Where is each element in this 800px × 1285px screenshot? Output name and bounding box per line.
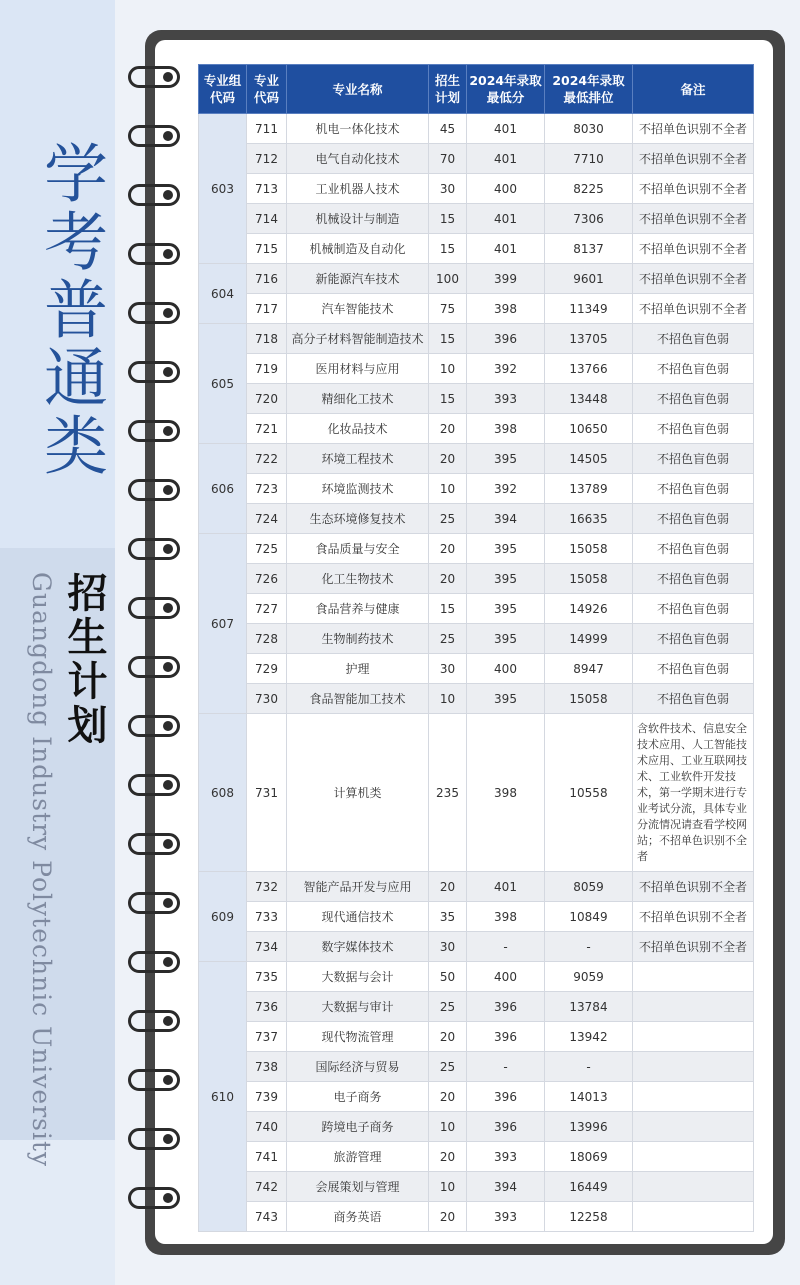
min-rank-cell: 10849: [545, 902, 633, 932]
table-header-row: [199, 65, 754, 114]
major-code-cell: 711: [247, 114, 287, 144]
table-row: [199, 174, 754, 204]
plan-cell: 30: [429, 174, 467, 204]
min-score-cell: 394: [467, 1172, 545, 1202]
min-score-cell: 393: [467, 1202, 545, 1232]
note-cell: [633, 1052, 754, 1082]
table-body: [199, 114, 754, 1232]
binding-ring: [128, 302, 180, 324]
table-row: [199, 932, 754, 962]
min-score-cell: 398: [467, 414, 545, 444]
group-code-cell: 608: [199, 714, 247, 872]
table-row: [199, 144, 754, 174]
min-score-cell: 396: [467, 324, 545, 354]
group-code-cell: 607: [199, 534, 247, 714]
min-rank-cell: 15058: [545, 534, 633, 564]
min-rank-cell: 13996: [545, 1112, 633, 1142]
binding-ring: [128, 479, 180, 501]
min-score-cell: 401: [467, 872, 545, 902]
table-row: [199, 962, 754, 992]
min-rank-cell: 10650: [545, 414, 633, 444]
min-score-cell: -: [467, 1052, 545, 1082]
binding-ring: [128, 1010, 180, 1032]
min-rank-cell: 15058: [545, 564, 633, 594]
min-score-cell: 401: [467, 234, 545, 264]
major-code-cell: 716: [247, 264, 287, 294]
min-score-cell: 399: [467, 264, 545, 294]
note-cell: 不招色盲色弱: [633, 654, 754, 684]
table-row: [199, 204, 754, 234]
major-code-cell: 717: [247, 294, 287, 324]
min-rank-cell: -: [545, 932, 633, 962]
min-rank-cell: 15058: [545, 684, 633, 714]
major-name-cell: 大数据与审计: [287, 992, 429, 1022]
plan-cell: 20: [429, 564, 467, 594]
note-cell: 不招色盲色弱: [633, 324, 754, 354]
min-rank-cell: -: [545, 1052, 633, 1082]
min-score-cell: 392: [467, 354, 545, 384]
note-cell: [633, 1112, 754, 1142]
note-cell: 不招色盲色弱: [633, 624, 754, 654]
plan-cell: 10: [429, 684, 467, 714]
plan-cell: 20: [429, 1142, 467, 1172]
major-code-cell: 743: [247, 1202, 287, 1232]
binding-ring: [128, 774, 180, 796]
major-code-cell: 713: [247, 174, 287, 204]
min-rank-cell: 7710: [545, 144, 633, 174]
major-name-cell: 工业机器人技术: [287, 174, 429, 204]
table-row: [199, 114, 754, 144]
min-rank-cell: 11349: [545, 294, 633, 324]
note-cell: 不招单色识别不全者: [633, 144, 754, 174]
note-cell: 不招单色识别不全者: [633, 234, 754, 264]
major-name-cell: 机械设计与制造: [287, 204, 429, 234]
note-cell: [633, 1082, 754, 1112]
note-cell: 不招色盲色弱: [633, 354, 754, 384]
major-code-cell: 734: [247, 932, 287, 962]
note-cell: 不招色盲色弱: [633, 504, 754, 534]
min-score-cell: 393: [467, 384, 545, 414]
group-code-cell: 603: [199, 114, 247, 264]
min-rank-cell: 16635: [545, 504, 633, 534]
min-rank-cell: 9059: [545, 962, 633, 992]
plan-cell: 20: [429, 414, 467, 444]
binding-ring: [128, 656, 180, 678]
plan-cell: 30: [429, 932, 467, 962]
table-row: [199, 234, 754, 264]
major-name-cell: 生物制药技术: [287, 624, 429, 654]
major-name-cell: 汽车智能技术: [287, 294, 429, 324]
min-score-cell: 401: [467, 114, 545, 144]
plan-cell: 235: [429, 714, 467, 872]
plan-cell: 50: [429, 962, 467, 992]
table-row: [199, 504, 754, 534]
major-name-cell: 数字媒体技术: [287, 932, 429, 962]
major-code-cell: 715: [247, 234, 287, 264]
major-code-cell: 730: [247, 684, 287, 714]
plan-cell: 25: [429, 504, 467, 534]
major-code-cell: 712: [247, 144, 287, 174]
min-score-cell: 396: [467, 1112, 545, 1142]
note-cell: 不招单色识别不全者: [633, 294, 754, 324]
plan-cell: 25: [429, 992, 467, 1022]
min-score-cell: 395: [467, 564, 545, 594]
binding-ring: [128, 951, 180, 973]
major-code-cell: 732: [247, 872, 287, 902]
min-score-cell: 396: [467, 992, 545, 1022]
major-name-cell: 商务英语: [287, 1202, 429, 1232]
note-cell: [633, 992, 754, 1022]
major-code-cell: 741: [247, 1142, 287, 1172]
note-cell: 不招单色识别不全者: [633, 114, 754, 144]
major-code-cell: 721: [247, 414, 287, 444]
note-cell: 不招单色识别不全者: [633, 872, 754, 902]
min-rank-cell: 18069: [545, 1142, 633, 1172]
binding-ring: [128, 1128, 180, 1150]
note-cell: 不招色盲色弱: [633, 564, 754, 594]
min-rank-cell: 14013: [545, 1082, 633, 1112]
table-row: [199, 294, 754, 324]
plan-cell: 25: [429, 624, 467, 654]
plan-cell: 35: [429, 902, 467, 932]
table-row: [199, 714, 754, 872]
major-code-cell: 725: [247, 534, 287, 564]
plan-cell: 10: [429, 1172, 467, 1202]
header-min-rank: 2024年录取最低排位: [545, 65, 633, 114]
note-cell: 不招色盲色弱: [633, 384, 754, 414]
table-row: [199, 384, 754, 414]
binding-ring: [128, 420, 180, 442]
major-name-cell: 新能源汽车技术: [287, 264, 429, 294]
min-rank-cell: 14999: [545, 624, 633, 654]
major-name-cell: 跨境电子商务: [287, 1112, 429, 1142]
binding-ring: [128, 538, 180, 560]
plan-cell: 20: [429, 1202, 467, 1232]
major-code-cell: 738: [247, 1052, 287, 1082]
table-row: [199, 1202, 754, 1232]
major-name-cell: 电子商务: [287, 1082, 429, 1112]
note-cell: [633, 1022, 754, 1052]
header-min-score: 2024年录取最低分: [467, 65, 545, 114]
min-rank-cell: 8059: [545, 872, 633, 902]
major-code-cell: 729: [247, 654, 287, 684]
min-score-cell: 395: [467, 444, 545, 474]
plan-cell: 10: [429, 1112, 467, 1142]
major-name-cell: 护理: [287, 654, 429, 684]
major-code-cell: 736: [247, 992, 287, 1022]
min-rank-cell: 13784: [545, 992, 633, 1022]
binding-ring: [128, 125, 180, 147]
major-code-cell: 733: [247, 902, 287, 932]
min-rank-cell: 14926: [545, 594, 633, 624]
min-rank-cell: 8030: [545, 114, 633, 144]
min-score-cell: 396: [467, 1082, 545, 1112]
binding-ring: [128, 892, 180, 914]
binding-ring: [128, 1187, 180, 1209]
table-row: [199, 414, 754, 444]
min-rank-cell: 13705: [545, 324, 633, 354]
header-group-code: 专业组代码: [199, 65, 247, 114]
table-row: [199, 564, 754, 594]
plan-cell: 15: [429, 234, 467, 264]
plan-cell: 20: [429, 872, 467, 902]
table-row: [199, 902, 754, 932]
table-row: [199, 534, 754, 564]
note-cell: 含软件技术、信息安全技术应用、人工智能技术应用、工业互联网技术、工业软件开发技术，第一学期末进行专业考试分流，具体专业分流情况请查看学校网站；不招单色识别不全者: [633, 714, 754, 872]
plan-cell: 20: [429, 444, 467, 474]
group-code-cell: 606: [199, 444, 247, 534]
min-score-cell: 398: [467, 714, 545, 872]
note-cell: 不招色盲色弱: [633, 534, 754, 564]
min-rank-cell: 13448: [545, 384, 633, 414]
major-code-cell: 724: [247, 504, 287, 534]
plan-cell: 75: [429, 294, 467, 324]
note-cell: [633, 1202, 754, 1232]
min-rank-cell: 7306: [545, 204, 633, 234]
major-code-cell: 718: [247, 324, 287, 354]
major-code-cell: 723: [247, 474, 287, 504]
vertical-title: 学考普通类: [33, 140, 107, 480]
major-name-cell: 现代通信技术: [287, 902, 429, 932]
min-score-cell: 395: [467, 594, 545, 624]
note-cell: 不招单色识别不全者: [633, 174, 754, 204]
header-plan: 招生计划: [429, 65, 467, 114]
major-name-cell: 高分子材料智能制造技术: [287, 324, 429, 354]
header-major-name: 专业名称: [287, 65, 429, 114]
note-cell: 不招色盲色弱: [633, 414, 754, 444]
note-cell: [633, 1172, 754, 1202]
major-name-cell: 环境工程技术: [287, 444, 429, 474]
group-code-cell: 610: [199, 962, 247, 1232]
min-score-cell: 400: [467, 654, 545, 684]
min-score-cell: 392: [467, 474, 545, 504]
major-name-cell: 机电一体化技术: [287, 114, 429, 144]
major-code-cell: 742: [247, 1172, 287, 1202]
university-english-name: Guangdong Industry Polytechnic University: [27, 572, 56, 1168]
plan-cell: 100: [429, 264, 467, 294]
major-name-cell: 机械制造及自动化: [287, 234, 429, 264]
major-name-cell: 化工生物技术: [287, 564, 429, 594]
plan-cell: 10: [429, 354, 467, 384]
plan-cell: 30: [429, 654, 467, 684]
plan-cell: 15: [429, 204, 467, 234]
min-score-cell: 401: [467, 144, 545, 174]
binding-ring: [128, 1069, 180, 1091]
table-row: [199, 444, 754, 474]
major-name-cell: 医用材料与应用: [287, 354, 429, 384]
table-row: [199, 1052, 754, 1082]
major-name-cell: 食品智能加工技术: [287, 684, 429, 714]
min-rank-cell: 9601: [545, 264, 633, 294]
group-code-cell: 609: [199, 872, 247, 962]
note-cell: 不招色盲色弱: [633, 474, 754, 504]
note-cell: 不招单色识别不全者: [633, 264, 754, 294]
table-row: [199, 324, 754, 354]
major-name-cell: 国际经济与贸易: [287, 1052, 429, 1082]
major-code-cell: 719: [247, 354, 287, 384]
min-score-cell: 395: [467, 534, 545, 564]
min-score-cell: 395: [467, 624, 545, 654]
min-rank-cell: 8225: [545, 174, 633, 204]
major-code-cell: 722: [247, 444, 287, 474]
note-cell: 不招色盲色弱: [633, 594, 754, 624]
table-row: [199, 1172, 754, 1202]
major-code-cell: 735: [247, 962, 287, 992]
table-row: [199, 354, 754, 384]
note-cell: [633, 1142, 754, 1172]
note-cell: 不招单色识别不全者: [633, 902, 754, 932]
table-row: [199, 1142, 754, 1172]
note-cell: 不招色盲色弱: [633, 684, 754, 714]
min-score-cell: 400: [467, 174, 545, 204]
note-cell: 不招色盲色弱: [633, 444, 754, 474]
major-name-cell: 食品质量与安全: [287, 534, 429, 564]
group-code-cell: 605: [199, 324, 247, 444]
binding-ring: [128, 361, 180, 383]
binding-ring: [128, 833, 180, 855]
major-name-cell: 计算机类: [287, 714, 429, 872]
note-cell: 不招单色识别不全者: [633, 932, 754, 962]
min-score-cell: 395: [467, 684, 545, 714]
table-row: [199, 474, 754, 504]
binding-ring: [128, 243, 180, 265]
header-major-code: 专业代码: [247, 65, 287, 114]
table-row: [199, 872, 754, 902]
min-score-cell: 393: [467, 1142, 545, 1172]
plan-cell: 20: [429, 1082, 467, 1112]
major-name-cell: 环境监测技术: [287, 474, 429, 504]
min-score-cell: 398: [467, 902, 545, 932]
plan-cell: 45: [429, 114, 467, 144]
min-score-cell: 396: [467, 1022, 545, 1052]
min-score-cell: 401: [467, 204, 545, 234]
min-rank-cell: 8137: [545, 234, 633, 264]
binding-ring: [128, 184, 180, 206]
major-name-cell: 现代物流管理: [287, 1022, 429, 1052]
major-name-cell: 化妆品技术: [287, 414, 429, 444]
table-row: [199, 1112, 754, 1142]
min-score-cell: 400: [467, 962, 545, 992]
note-cell: [633, 962, 754, 992]
table-row: [199, 1022, 754, 1052]
plan-cell: 20: [429, 534, 467, 564]
major-name-cell: 生态环境修复技术: [287, 504, 429, 534]
plan-cell: 10: [429, 474, 467, 504]
binding-ring: [128, 715, 180, 737]
binding-ring: [128, 66, 180, 88]
group-code-cell: 604: [199, 264, 247, 324]
table-row: [199, 654, 754, 684]
min-rank-cell: 8947: [545, 654, 633, 684]
table-row: [199, 684, 754, 714]
major-code-cell: 731: [247, 714, 287, 872]
major-code-cell: 720: [247, 384, 287, 414]
plan-cell: 20: [429, 1022, 467, 1052]
vertical-subtitle: 招生计划: [61, 572, 108, 748]
major-code-cell: 727: [247, 594, 287, 624]
plan-cell: 25: [429, 1052, 467, 1082]
binding-ring: [128, 597, 180, 619]
major-code-cell: 740: [247, 1112, 287, 1142]
major-name-cell: 智能产品开发与应用: [287, 872, 429, 902]
plan-cell: 70: [429, 144, 467, 174]
min-rank-cell: 13789: [545, 474, 633, 504]
major-name-cell: 精细化工技术: [287, 384, 429, 414]
major-code-cell: 726: [247, 564, 287, 594]
table-row: [199, 992, 754, 1022]
min-rank-cell: 12258: [545, 1202, 633, 1232]
major-code-cell: 739: [247, 1082, 287, 1112]
major-name-cell: 旅游管理: [287, 1142, 429, 1172]
table-row: [199, 264, 754, 294]
header-note: 备注: [633, 65, 754, 114]
min-rank-cell: 10558: [545, 714, 633, 872]
major-code-cell: 737: [247, 1022, 287, 1052]
min-score-cell: -: [467, 932, 545, 962]
min-score-cell: 398: [467, 294, 545, 324]
note-cell: 不招单色识别不全者: [633, 204, 754, 234]
min-score-cell: 394: [467, 504, 545, 534]
table-row: [199, 1082, 754, 1112]
enrollment-plan-table: [198, 64, 754, 1232]
major-name-cell: 食品营养与健康: [287, 594, 429, 624]
plan-cell: 15: [429, 594, 467, 624]
min-rank-cell: 13766: [545, 354, 633, 384]
major-name-cell: 电气自动化技术: [287, 144, 429, 174]
min-rank-cell: 16449: [545, 1172, 633, 1202]
min-rank-cell: 13942: [545, 1022, 633, 1052]
major-name-cell: 大数据与会计: [287, 962, 429, 992]
major-code-cell: 714: [247, 204, 287, 234]
table-row: [199, 594, 754, 624]
plan-cell: 15: [429, 384, 467, 414]
major-name-cell: 会展策划与管理: [287, 1172, 429, 1202]
min-rank-cell: 14505: [545, 444, 633, 474]
major-code-cell: 728: [247, 624, 287, 654]
plan-cell: 15: [429, 324, 467, 354]
table-row: [199, 624, 754, 654]
